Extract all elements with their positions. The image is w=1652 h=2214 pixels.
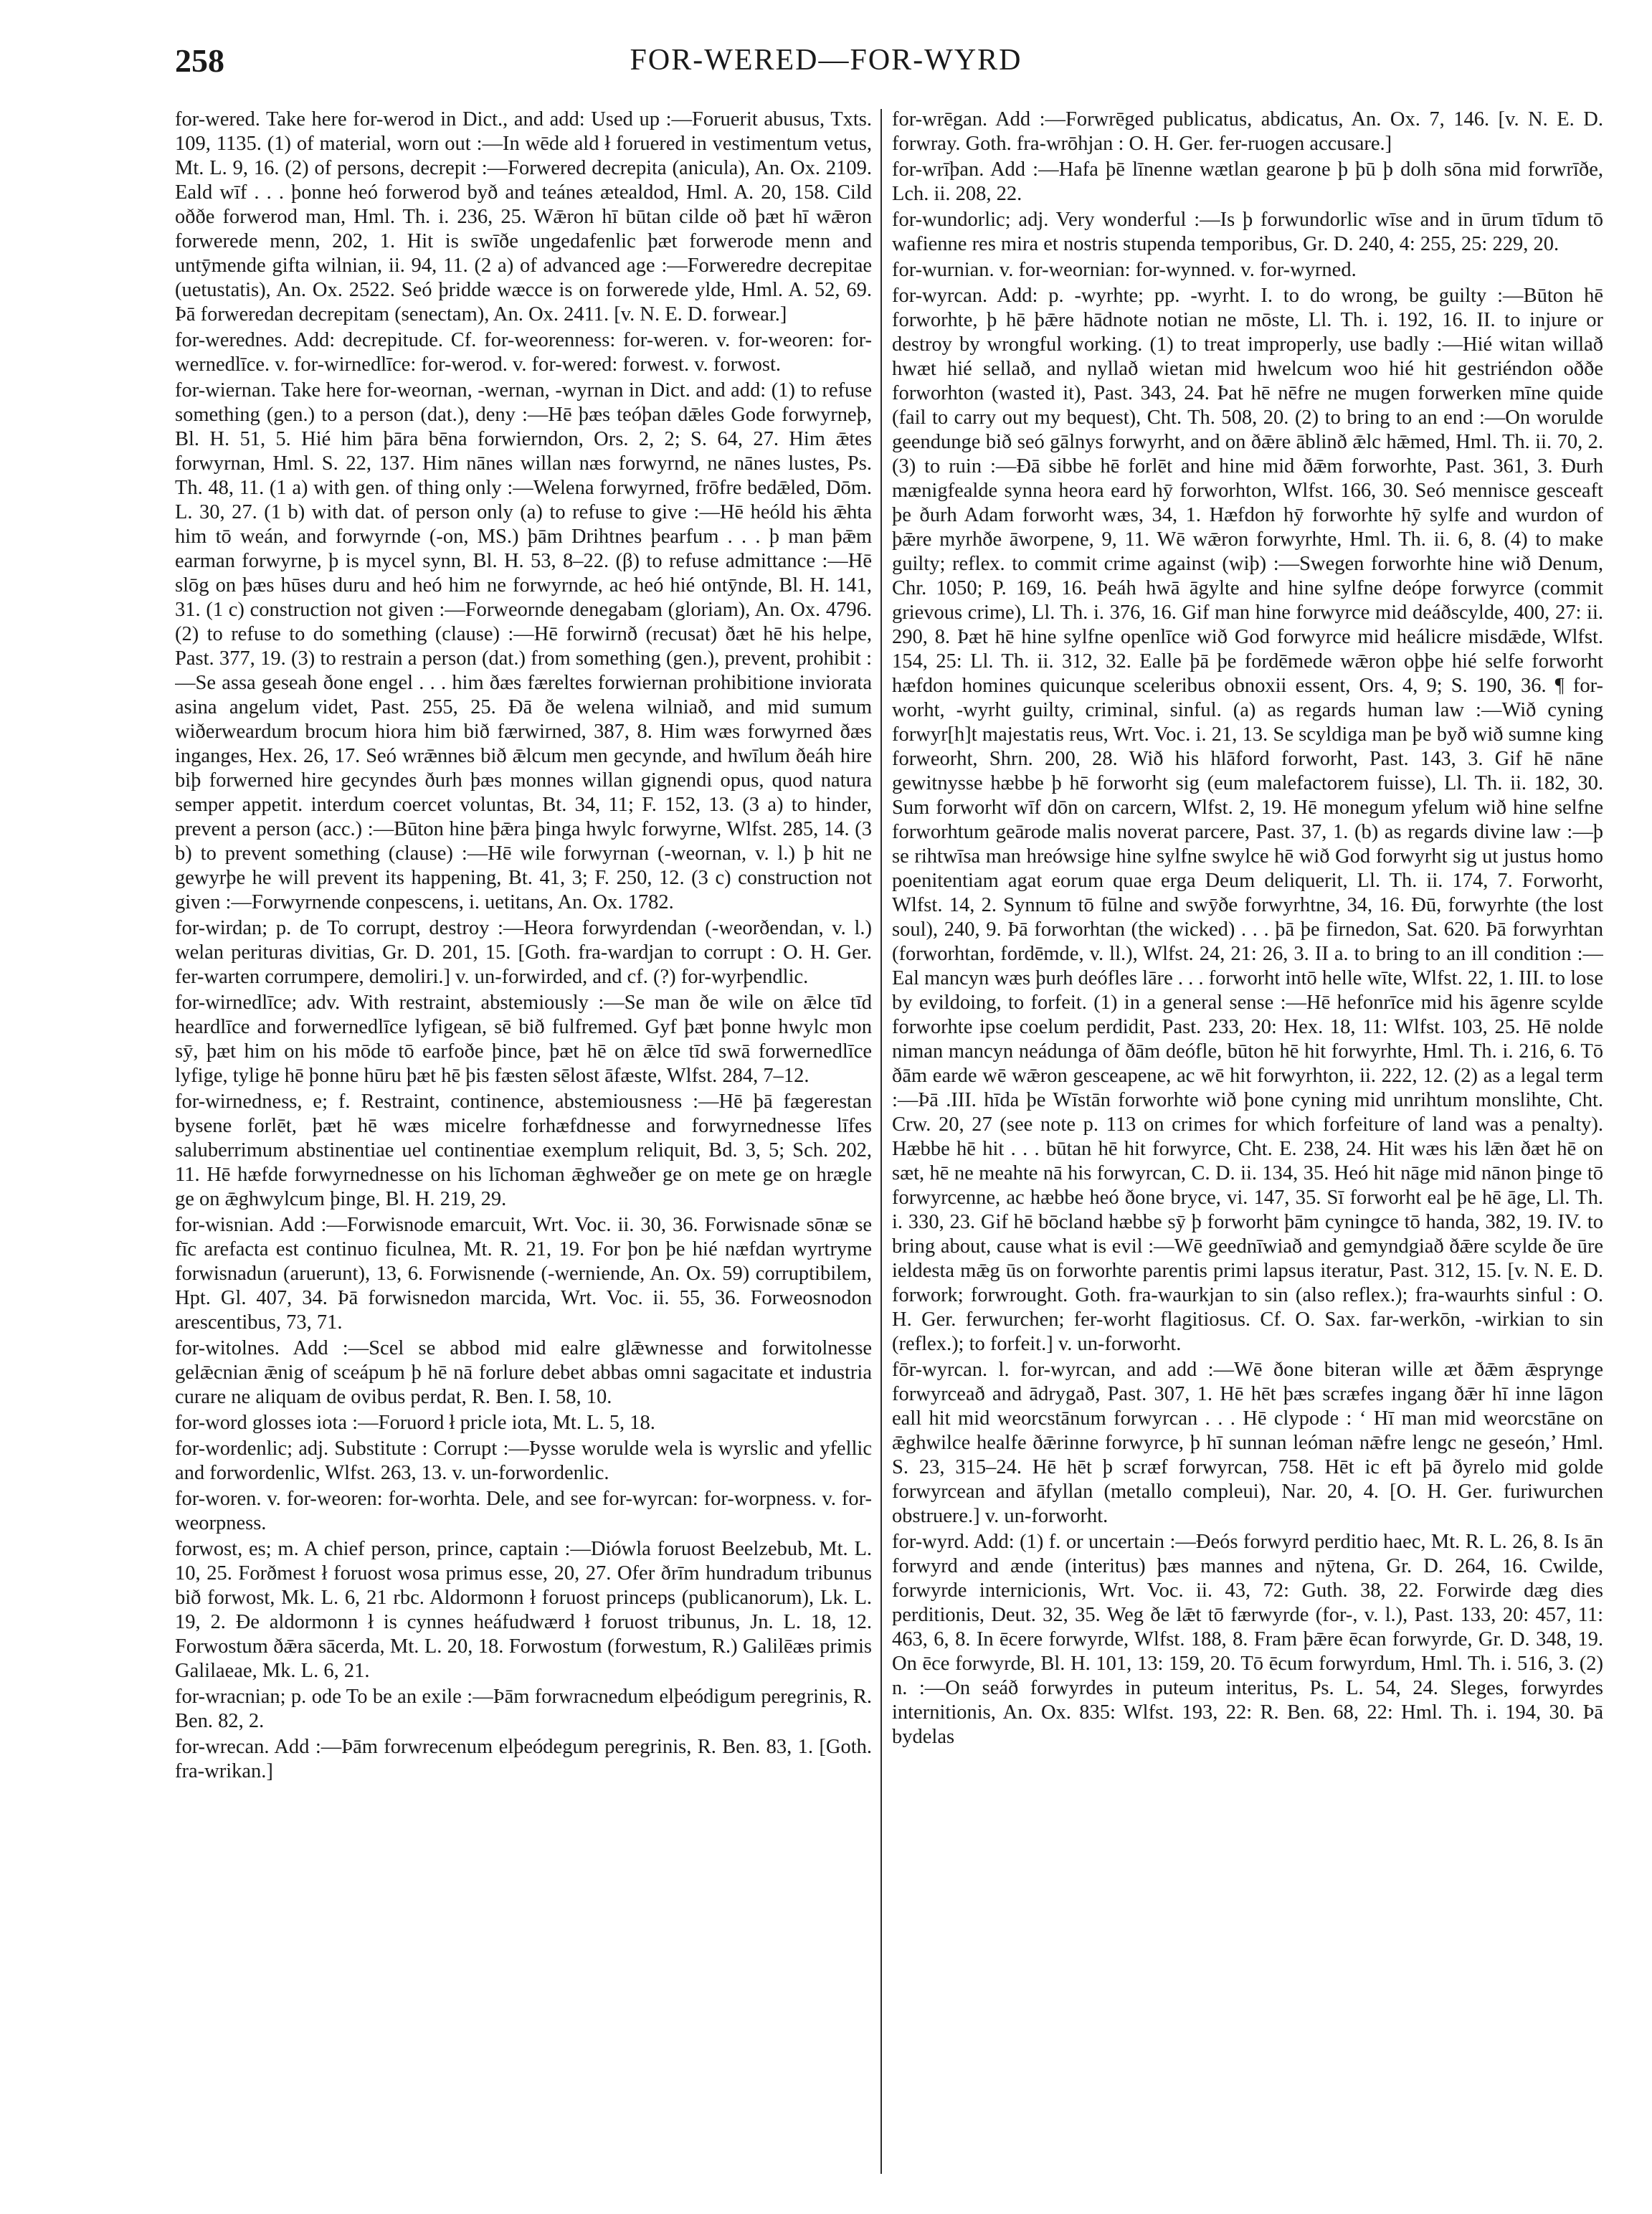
dictionary-entry: for-wrīþan. Add :—Hafa þē līnenne wætlan gearone þ þū þ dolh sōna mid forwrīðe, Lch. ii. 208, 22. xyxy=(892,158,1603,205)
dictionary-entry: for-word glosses iota :—Foruord ł pricle iota, Mt. L. 5, 18. xyxy=(175,1412,655,1434)
dictionary-entry: for-werednes. Add: decrepitude. Cf. for-weorenness: for-weren. v. for-weoren: for-wernedlīce. v. for-wirnedlīce: for-werod. v. for-wered: forwest. v. forwost. xyxy=(175,329,872,376)
dictionary-entry: for-wrecan. Add :—Þām forwrecenum elþeódegum peregrinis, R. Ben. 83, 1. [Goth. fra-wrikan.] xyxy=(175,1736,872,1782)
dictionary-entry: for-wered. Take here for-werod in Dict., and add: Used up :—Foruerit abusus, Txts. 109, 1135. (1) of material, worn out :—In wēde ald ł foruered in vestimentum vetus, Mt. L. 9, 16. (2) of persons, decrepit :—Forwered decrepita (anicula), An. Ox. 2109. Eald wīf . . . þonne heó forwerod byð and teánes ætealdod, Hml. A. 20, 158. Cild oððe forwerod man, Hml. Th. i. 236, 25. Wǣron hī būtan cilde oð þæt hī wǣron forwerede menn, 202, 1. Hit is swīðe ungedafenlic þæt forwerode menn and untȳmende gifta wilnian, ii. 94, 11. (2 a) of advanced age :—Forweredre decrepitae (uetustatis), An. Ox. 2522. Seó þridde wæcce is on forwerede ylde, Hml. A. 52, 69. Þā forweredan decrepitam (senectam), An. Ox. 2411. [v. N. E. D. forwear.] xyxy=(175,108,872,326)
column-rule xyxy=(880,109,882,2174)
dictionary-entry: for-wurnian. v. for-weornian: for-wynned. v. for-wyrned. xyxy=(892,259,1357,281)
dictionary-entry: for-wracnian; p. ode To be an exile :—Þām forwracnedum elþeódigum peregrinis, R. Ben. 82, 2. xyxy=(175,1686,872,1732)
dictionary-entry: for-wyrcan. Add: p. -wyrhte; pp. -wyrht. I. to do wrong, be guilty :—Būton hē forworhte, þ hē þǣre hādnote notian ne mōste, Ll. Th. i. 192, 16. II. to injure or destroy by wrongful working. (1) to treat improperly, use badly :—Hié witan willað hwæt hié sellað, and nyllað wietan mid hwelcum woo hié hit gestriéndon oððe forworhton (wasted it), Past. 343, 24. Þat hē nēfre ne mugen forwerken mīne quide (fail to carry out my bequest), Cht. Th. 508, 20. (2) to bring to an end :—On worulde geendunge bið seó gālnys forwyrht, and on ðǣre āblinð ǣlc hǣmed, Hml. Th. ii. 70, 2. (3) to ruin :—Ðā sibbe hē forlēt and hine mid ðǣm forworhte, Past. 361, 3. Ðurh mænigfealde synna heora eard hȳ forworhton, Wlfst. 166, 30. Seó mennisce gesceaft þe ðurh Adam forworht wæs, 34, 1. Hæfdon hȳ forworhte hȳ sylfe and wurdon of þǣre myrhðe āworpene, 9, 11. Wē wǣron forwyrhte, Hml. Th. ii. 6, 8. (4) to make guilty; reflex. to commit crime against (wiþ) :—Swegen forworhte hine wið Denum, Chr. 1050; P. 169, 16. Þeáh hwā āgylte and hine sylfne deópe forwyrce (commit grievous crime), Ll. Th. i. 376, 16. Gif man hine forwyrce mid deáðscylde, 400, 27: ii. 290, 8. Þæt hē hine sylfne openlīce wið God forwyrce mid heálicre misdǣde, Wlfst. 154, 25: Ll. Th. ii. 312, 32. Ealle þā þe fordēmede wǣron oþþe hié selfe forworht hæfdon homines quicunque sceleribus obnoxii essent, Ors. 4, 9; S. 190, 36. ¶ for-worht, -wyrht guilty, criminal, sinful. (a) as regards human law :—Wið cyning forwyr[h]t majestatis reus, Wrt. Voc. i. 21, 13. Se scyldiga man þe byð wið sumne king forweorht, Shrn. 200, 28. Wið his hlāford forworht, Past. 143, 3. Gif hē nāne gewitnysse hæbbe þ hē forworht sig (eum malefactorem fuisse), Ll. Th. ii. 182, 30. Sum forworht wīf dōn on carcern, Wlfst. 2, 19. Hē monegum yfelum wið hine selfne forworhtum geārode malis noverat parcere, Past. 37, 1. (b) as regards divine law :—þ se rihtwīsa man hreówsige hine sylfne swylce hē wið God forwyrht sig ut justus homo poenitentiam agat eorum quae erga Deum deliquerit, Ll. Th. ii. 174, 7. Forworht, Wlfst. 14, 2. Synnum tō fūlne and swȳðe forwyrhtne, 34, 16. Ðū, forwyrhte (the lost soul), 240, 9. Þā forworhtan (the wicked) . . . þā þe firnedon, Sat. 620. Þā forwyrhtan (forworhtan, fordēmde, v. ll.), Wlfst. 24, 21: 26, 3. II a. to bring to an ill condition :—Eal mancyn wæs þurh deófles lāre . . . forworht intō helle wīte, Wlfst. 22, 1. III. to lose by evildoing, to forfeit. (1) in a general sense :—Hē hefonrīce mid his āgenre scylde forworhte ipse coelum perdidit, Past. 233, 20: Hex. 18, 11: Wlfst. 103, 25. Hē nolde niman mancyn neádunga of ðām deófle, būton hē hit forwyrhte, Hml. Th. i. 216, 6. Tō ðām earde wē wǣron gesceapene, ac wē hit forwyrhton, ii. 222, 12. (2) as a legal term :—Þā .III. hīda þe Wīstān forworhte wið þone cyning mid unrihtum monslihte, Cht. Crw. 20, 27 (see note p. 113 on crimes for which forfeiture of land was a penalty). Hæbbe hē hit . . . būtan hē hit forwyrce, Cht. E. 238, 24. Hit wæs his lǣn ðæt hē on sæt, hē ne meahte nā his forwyrcan, C. D. ii. 134, 35. Heó hit nāge mid nānon þinge tō forwyrcenne, ac hæbbe heó ðone bryce, vi. 147, 35. Sī forworht eal þe hē āge, Ll. Th. i. 330, 23. Gif hē bōcland hæbbe sȳ þ forworht þām cyningce tō handa, 382, 19. IV. to bring about, cause what is evil :—Wē geednīwiað and gemyndgiað ðǣre scylde ðe ūre ieldesta mǣg ūs on forworhte parentis primi lapsus iteratur, Past. 312, 15. [v. N. E. D. forwork; forwrought. Goth. fra-waurkjan to sin (also reflex.); fra-waurhts sinful : O. H. Ger. ferwurchen; fer-worht flagitiosus. Cf. O. Sax. far-werkōn, -wirkian to sin (reflex.); to forfeit.] v. un-forworht. xyxy=(892,285,1603,1355)
dictionary-entry: for-wrēgan. Add :—Forwrēged publicatus, abdicatus, An. Ox. 7, 146. [v. N. E. D. forwray. Goth. fra-wrōhjan : O. H. Ger. fer-ruogen accusare.] xyxy=(892,108,1603,155)
dictionary-entry: for-wirnedlīce; adv. With restraint, abstemiously :—Se man ðe wile on ǣlce tīd heardlīce and forwernedlīce lyfigean, sē bið fulfremed. Gyf þæt þonne hwylc mon sȳ, þæt him on his mōde tō earfoðe þince, þæt hē on ǣlce tīd swā forwernedlīce lyfige, tylige hē þonne hūru þæt hē þis fæsten sēlost āfæste, Wlfst. 284, 7–12. xyxy=(175,992,872,1087)
dictionary-entry: for-wordenlic; adj. Substitute : Corrupt :—Þysse worulde wela is wyrslic and yfellic and forwordenlic, Wlfst. 263, 13. v. un-forwordenlic. xyxy=(175,1438,872,1484)
right-column xyxy=(892,108,1603,2200)
running-head: FOR-WERED—FOR-WYRD xyxy=(630,44,1022,77)
dictionary-entry: for-wirnedness, e; f. Restraint, continence, abstemiousness :—Hē þā fægerestan bysene forlēt, þæt hē wæs micelre forhæfdnesse and forwyrnednesse līfes saluberrimum abstinentiae uel continentiae exemplum reliquit, Bd. 3, 5; Sch. 202, 11. Hē hæfde forwyrnednesse on his līchoman ǣghweðer ge on mete ge on hrægle ge on ǣghwylcum þinge, Bl. H. 219, 29. xyxy=(175,1091,872,1210)
dictionary-entry: for-wyrd. Add: (1) f. or uncertain :—Ðeós forwyrd perditio haec, Mt. R. L. 26, 8. Is ān forwyrd and ænde (interitus) þæs mannes and nȳtena, Gr. D. 264, 16. Cwilde, forwyrde internicionis, Wrt. Voc. ii. 43, 72: Guth. 38, 22. Forwirde dæg dies perditionis, Deut. 32, 35. Weg ðe lǣt tō færwyrde (for-, v. l.), Past. 133, 20: 457, 11: 463, 6, 8. In ēcere forwyrde, Wlfst. 188, 8. Fram þǣre ēcan forwyrde, Gr. D. 348, 19. On ēce forwyrde, Bl. H. 101, 13: 159, 20. Tō ēcum forwyrdum, Hml. Th. i. 516, 3. (2) n. :—On seáð forwyrdes in puteum interitus, Ps. L. 54, 24. Sleges, forwyrdes internitionis, An. Ox. 835: Wlfst. 193, 22: R. Ben. 68, 22: Hml. Th. i. 194, 30. Þā bydelas xyxy=(892,1531,1603,1748)
dictionary-entry: for-wisnian. Add :—Forwisnode emarcuit, Wrt. Voc. ii. 30, 36. Forwisnade sōnæ se fīc arefacta est continuo ficulnea, Mt. R. 21, 19. For þon þe hié næfdan wyrtryme forwisnadun (aruerunt), 13, 6. Forwisnende (-werniende, An. Ox. 59) corruptibilem, Hpt. Gl. 407, 34. Þā forwisnedon marcida, Wrt. Voc. ii. 55, 36. Forweosnodon arescentibus, 73, 71. xyxy=(175,1214,872,1334)
dictionary-entry: for-wiernan. Take here for-weornan, -wernan, -wyrnan in Dict. and add: (1) to refuse something (gen.) to a person (dat.), deny :—Hē þæs teóþan dǣles Gode forwyrneþ, Bl. H. 51, 5. Hié him þāra bēna forwierndon, Ors. 2, 2; S. 64, 27. Him ǣtes forwyrnan, Hml. S. 22, 137. Him nānes willan næs forwyrnd, ne nānes lustes, Ps. Th. 48, 11. (1 a) with gen. of thing only :—Welena forwyrned, frōfre bedǣled, Dōm. L. 30, 27. (1 b) with dat. of person only (a) to refuse to give :—Hē heóld his ǣhta him tō weán, and forwyrnde (-on, MS.) þām Drihtnes þearfum . . . þ man þǣm earman forwyrne, þ is mycel synn, Bl. H. 53, 8–22. (β) to refuse admittance :—Hē slōg on þæs hūses duru and heó him ne forwyrnde, ac heó hié ontȳnde, Bl. H. 141, 31. (1 c) construction not given :—Forweornde denegabam (gloriam), An. Ox. 4796. (2) to refuse to do something (clause) :—Hē forwirnð (recusat) ðæt hē his helpe, Past. 377, 19. (3) to restrain a person (dat.) from something (gen.), prevent, prohibit :—Se assa geseah ðone engel . . . him ðæs færeltes forwiernan prohibitione inviorata asina angelum videt, Past. 255, 25. Ðā ðe welena wilniað, and mid sumum wiðerweardum brocum hiora him bið færwirned, 387, 8. Him wæs forwyrned ðæs inganges, Hex. 26, 17. Seó wrǣnnes bið ǣlcum men gecynde, and hwīlum ðeáh hire biþ forwerned hire gecyndes ðurh þæs monnes willan gignendi opus, quod natura semper appetit. interdum coercet voluntas, Bt. 34, 11; F. 152, 13. (3 a) to hinder, prevent a person (acc.) :—Būton hine þǣra þinga hwylc forwyrne, Wlfst. 285, 14. (3 b) to prevent something (clause) :—Hē wile forwyrnan (-weornan, v. l.) þ hit ne gewyrþe he will prevent its happening, Bt. 41, 3; F. 250, 12. (3 c) construction not given :—Forwyrnende conpescens, i. uetitans, An. Ox. 1782. xyxy=(175,379,872,913)
dictionary-entry: for-woren. v. for-weoren: for-worhta. Dele, and see for-wyrcan: for-worpness. v. for-weorpness. xyxy=(175,1488,872,1534)
page-number: 258 xyxy=(175,42,224,79)
page-header xyxy=(0,42,1652,99)
dictionary-entry: forwost, es; m. A chief person, prince, captain :—Diówla foruost Beelzebub, Mt. L. 10, 25. Forðmest ł foruost wosa primus esse, 20, 27. Ofer ðrīm hundradum tribunus bið forwost, Mk. L. 6, 21 rbc. Aldormonn ł foruost princeps (publicanorum), Lk. L. 19, 2. Ðe aldormonn ł is cynnes heáfudwærd ł foruost tribunus, Jn. L. 18, 12. Forwostum ðǣra sācerda, Mt. L. 20, 18. Forwostum (forwestum, R.) Galilēæs primis Galilaeae, Mk. L. 6, 21. xyxy=(175,1538,872,1682)
left-column xyxy=(175,108,872,2200)
dictionary-entry: fōr-wyrcan. l. for-wyrcan, and add :—Wē ðone biteran wille æt ðǣm ǣsprynge forwyrceað and ādrygað, Past. 307, 1. Hē hēt þæs scræfes ingang ðǣr hī inne lāgon eall hit mid weorcstānum forwyrcan . . . Hē clypode : ‘ Hī man mid weorcstāne on ǣghwilce healfe ðǣrinne forwyrce, þ hī sunnan leóman nǣfre lengc ne geseón,’ Hml. S. 23, 315–24. Hē hēt þ scræf forwyrcan, 758. Hēt ic eft þā ðyrelo mid golde forwyrcean and āfyllan (metallo compleui), Nar. 20, 4. [O. H. Ger. furiwurchen obstruere.] v. un-forworht. xyxy=(892,1359,1603,1527)
dictionary-entry: for-wundorlic; adj. Very wonderful :—Is þ forwundorlic wīse and in ūrum tīdum tō wafienne res mira et nostris stupenda temporibus, Gr. D. 240, 4: 255, 25: 229, 20. xyxy=(892,209,1603,255)
dictionary-entry: for-wirdan; p. de To corrupt, destroy :—Heora forwyrdendan (-weorðendan, v. l.) welan perituras divitias, Gr. D. 201, 15. [Goth. fra-wardjan to corrupt : O. H. Ger. fer-warten corrumpere, demoliri.] v. un-forwirded, and cf. (?) for-wyrþendlic. xyxy=(175,917,872,988)
dictionary-entry: for-witolnes. Add :—Scel se abbod mid ealre glǣwnesse and forwitolnesse gelǣcnian ǣnig of sceápum þ hē nā forlure debet abbas omni sagacitate et industria curare ne aliquam de ovibus perdat, R. Ben. I. 58, 10. xyxy=(175,1337,872,1408)
